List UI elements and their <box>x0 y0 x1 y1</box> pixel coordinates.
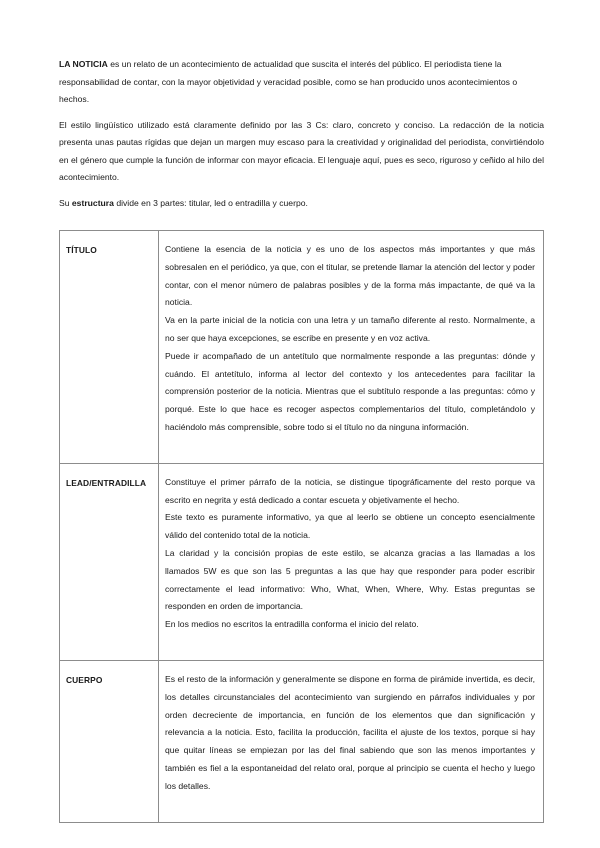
content-paragraph: Constituye el primer párrafo de la noticia, se distingue tipográficamente del resto porque va escrito en negrita y está dedicado a contar escueta y objetivamente el hecho. <box>165 476 535 505</box>
content-paragraph: Es el resto de la información y generalmente se dispone en forma de pirámide invertida, es decir, los detalles circunstanciales del acontecimiento van surgiendo en párrafos individuales y por orden decreciente de importancia, en función de los elementos que dan significación y relevancia a la noticia. Esto, facilita la producción, facilita el ajuste de los textos, porque si hay que quitar líneas se empiezan por las del final sabiendo que son las menos importantes y también es fiel a la espontaneidad del relato oral, porque al principio se cuenta el hecho y luego los detalles. <box>165 673 535 791</box>
term-estructura: estructura <box>71 197 114 208</box>
row-label: CUERPO <box>60 660 159 822</box>
content-paragraph: Contiene la esencia de la noticia y es uno de los aspectos más importantes y que más sobresalen en el periódico, ya que, con el titular, se pretende llamar la atención del lector y poder contar, con el menor número de palabras posibles y de la forma más impactante, de qué va la noticia. <box>165 244 535 308</box>
table-row <box>60 660 544 822</box>
content-paragraph: En los medios no escritos la entradilla conforma el inicio del relato. <box>165 619 419 630</box>
table-row <box>60 231 544 464</box>
row-label: TÍTULO <box>60 231 159 464</box>
content-paragraph: Puede ir acompañado de un antetítulo que normalmente responde a las preguntas: dónde y cuándo. El antetítulo, informa al lector del contexto y los antecedentes para facilitar la comprensión posterior de la noticia. Mientras que el subtítulo responde a las preguntas: cómo y porqué. Este lo que hace es recoger aspectos complementarios del título, completándolo y haciéndolo más comprensible, sobre todo si el título no da ninguna información. <box>165 350 535 432</box>
content-paragraph: La claridad y la concisión propias de este estilo, se alcanza gracias a las llamadas a los llamados 5W es que son las 5 preguntas a las que hay que responder para poder escribir correctamente el lead informativo: Who, What, When, Where, Why. Estas preguntas se responden en orden de importancia. <box>165 547 535 612</box>
term-la-noticia: LA NOTICIA <box>59 59 108 69</box>
intro-paragraph-structure <box>59 195 544 213</box>
intro-section <box>59 56 544 212</box>
definition-text: es un relato de un acontecimiento de actualidad que suscita el interés del público. El periodista tiene la responsabilidad de contar, con la mayor objetividad y veracidad posible, como se han producido unos acontecimientos o hechos. <box>59 59 518 104</box>
content-paragraph: Va en la parte inicial de la noticia con una letra y un tamaño diferente al resto. Normalmente, a no ser que haya excepciones, se escribe en presente y en voz activa. <box>165 315 535 343</box>
content-paragraph: Este texto es puramente informativo, ya que al leerlo se obtiene un concepto esencialmente válido del contenido total de la noticia. <box>165 512 535 541</box>
structure-text-after: divide en 3 partes: titular, led o entradilla y cuerpo. <box>113 197 308 208</box>
row-content <box>159 660 544 822</box>
intro-paragraph-definition <box>59 56 544 109</box>
table-row <box>60 463 544 660</box>
structure-table <box>59 230 544 823</box>
structure-text-before: Su <box>59 197 72 208</box>
row-content <box>159 231 544 464</box>
intro-paragraph-style: El estilo lingüístico utilizado está claramente definido por las 3 Cs: claro, concreto y conciso. La redacción de la noticia presenta unas pautas rígidas que dejan un margen muy escaso para la creatividad y originalidad del periodista, convirtiéndolo en el género que cumple la función de informar con mayor eficacia. El lenguaje aquí, pues es seco, riguroso y ceñido al hilo del acontecimiento. <box>59 119 544 182</box>
row-label: LEAD/ENTRADILLA <box>60 463 159 660</box>
row-content <box>159 463 544 660</box>
